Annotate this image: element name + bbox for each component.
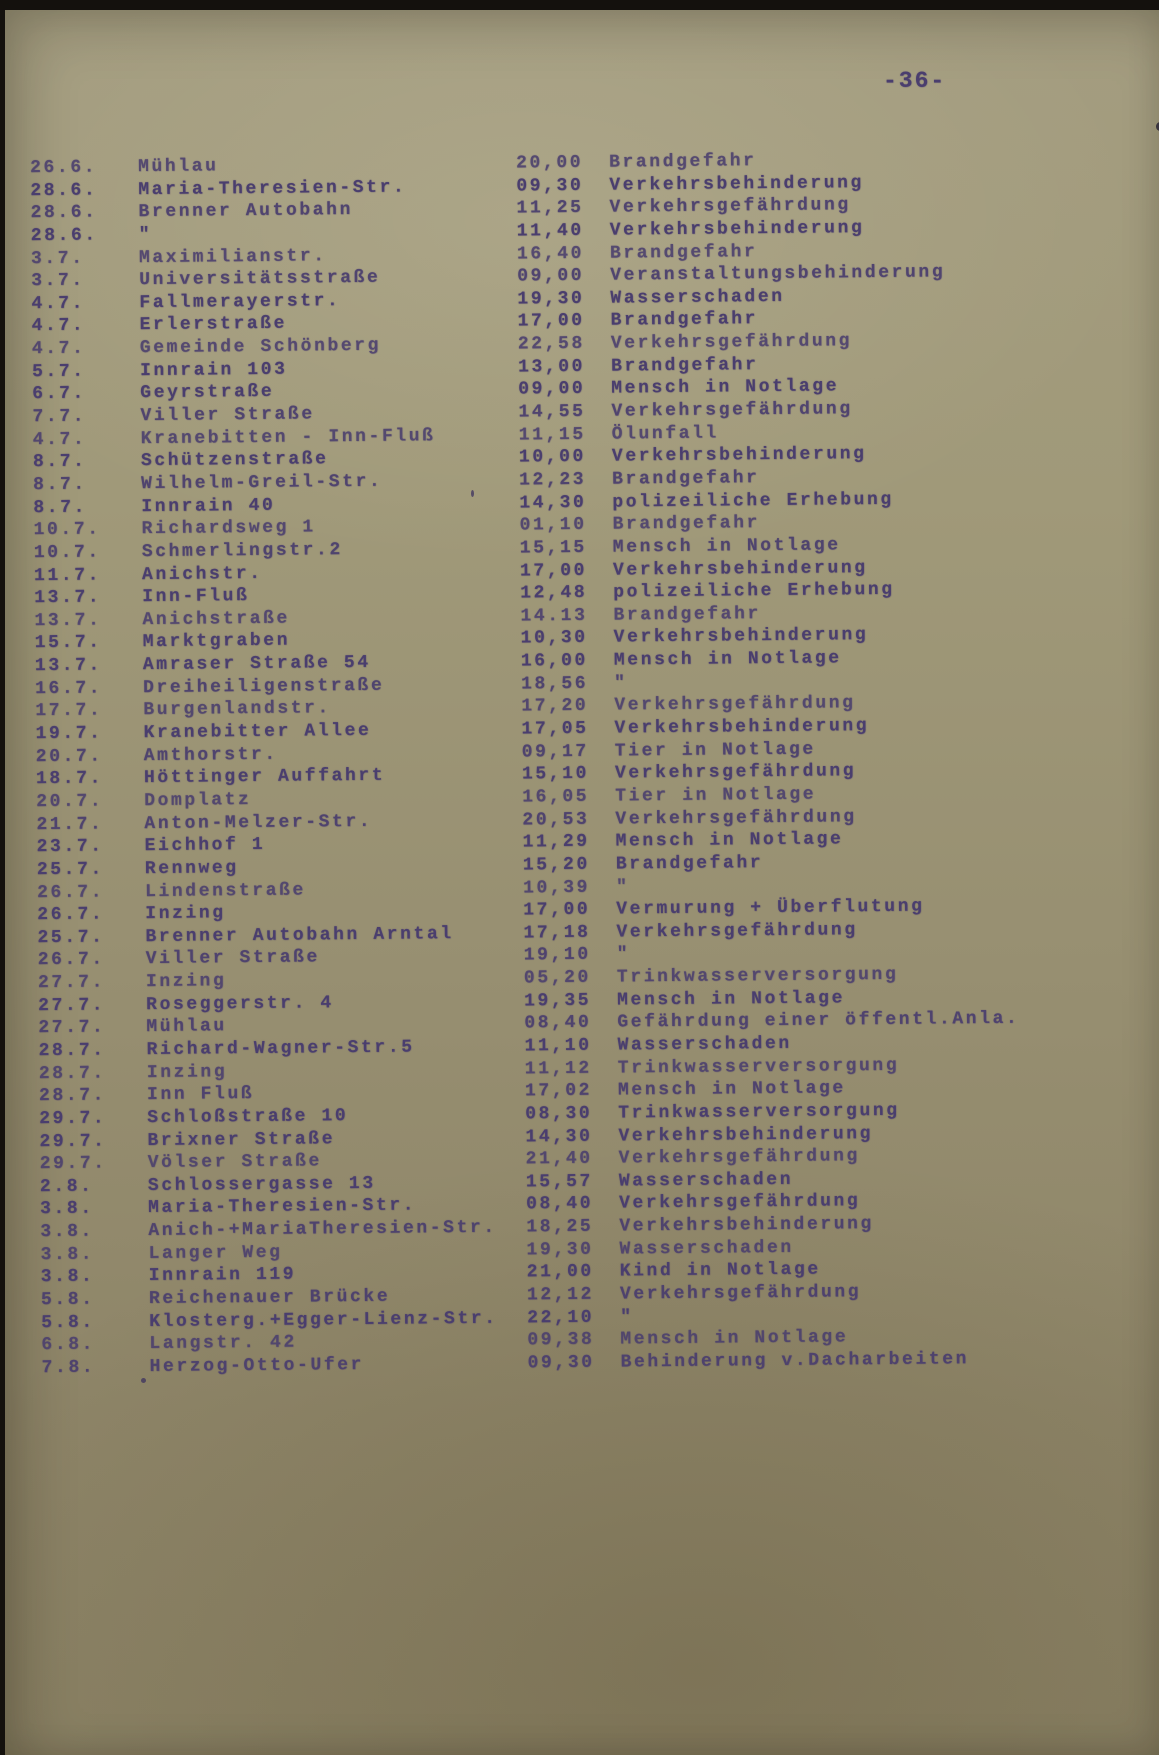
incident-date: 29.7. bbox=[39, 1131, 107, 1152]
incident-location: Erlerstraße bbox=[139, 314, 288, 336]
incident-time: 22,58 bbox=[517, 333, 585, 355]
incident-location: Dreiheiligenstraße bbox=[142, 675, 385, 698]
incident-time: 20,00 bbox=[515, 152, 584, 174]
incident-type: Verkehrsbehinderung bbox=[613, 625, 869, 649]
incident-time: 12,48 bbox=[520, 582, 588, 604]
incident-date: 3.8. bbox=[40, 1244, 95, 1265]
incident-time: 11,29 bbox=[522, 832, 590, 853]
incident-location: Universitätsstraße bbox=[139, 267, 381, 291]
incident-date: 18.7. bbox=[35, 768, 104, 790]
incident-type: Brandgefahr bbox=[613, 603, 761, 626]
incident-date: 26.7. bbox=[37, 949, 105, 971]
incident-time: 17,00 bbox=[519, 560, 588, 581]
incident-location: Domplatz bbox=[144, 789, 252, 812]
incident-location: Brixner Straße bbox=[147, 1128, 336, 1151]
incident-location: Kranebitten - Inn-Fluß bbox=[140, 425, 436, 449]
incident-time: 21,40 bbox=[525, 1148, 593, 1170]
incident-date: 4.7. bbox=[31, 338, 86, 360]
incident-type: Verkehrsgefährdung bbox=[618, 1191, 861, 1215]
incident-type: Mensch in Notlage bbox=[615, 829, 844, 852]
incident-location: Fallmerayerstr. bbox=[139, 291, 341, 313]
incident-date: 8.7. bbox=[33, 497, 88, 518]
incident-time: 09,00 bbox=[518, 379, 586, 400]
incident-type: Verkehrsgefährdung bbox=[611, 399, 853, 422]
incident-time: 19,30 bbox=[517, 288, 585, 310]
incident-type: polizeiliche Erhebung bbox=[613, 580, 895, 603]
incident-type: polizeiliche Erhebung bbox=[612, 489, 894, 513]
incident-type: " bbox=[616, 944, 631, 965]
incident-location: Anich-+MariaTheresien-Str. bbox=[148, 1217, 497, 1242]
incident-location: Innrain 119 bbox=[148, 1265, 297, 1287]
incident-time: 10,39 bbox=[522, 877, 591, 898]
incident-date: 28.7. bbox=[38, 1040, 106, 1062]
incident-time: 15,15 bbox=[519, 537, 587, 559]
incident-location: Herzog-Otto-Ufer bbox=[149, 1354, 365, 1378]
incident-time: 05,20 bbox=[523, 967, 592, 989]
incident-type: Verkehrsgefährdung bbox=[615, 806, 857, 830]
incident-time: 14,55 bbox=[518, 401, 586, 423]
incident-time: 11,12 bbox=[524, 1058, 592, 1080]
incident-date: 7.8. bbox=[41, 1357, 96, 1379]
incident-time: 08,40 bbox=[525, 1194, 594, 1215]
incident-type: Tier in Notlage bbox=[615, 784, 817, 807]
incident-date: 3.8. bbox=[40, 1221, 95, 1243]
incident-location: " bbox=[138, 224, 153, 246]
incident-location: Inzing bbox=[146, 1061, 228, 1083]
incident-location: Innrain 40 bbox=[141, 495, 276, 517]
incident-table bbox=[5, 148, 1117, 1381]
incident-type: Wasserschaden bbox=[618, 1169, 794, 1192]
incident-location: Viller Straße bbox=[145, 947, 321, 970]
incident-date: 13.7. bbox=[34, 587, 102, 609]
incident-date: 8.7. bbox=[32, 451, 87, 473]
incident-type: Mensch in Notlage bbox=[611, 376, 840, 399]
incident-time: 12,12 bbox=[526, 1284, 595, 1306]
incident-time: 14,30 bbox=[525, 1126, 593, 1147]
incident-location: Schmerlingstr.2 bbox=[141, 540, 343, 562]
incident-type: Wasserschaden bbox=[617, 1033, 792, 1056]
incident-time: 20,53 bbox=[522, 809, 590, 831]
incident-type: Trinkwasserversorgung bbox=[616, 964, 899, 988]
incident-date: 3.7. bbox=[30, 248, 85, 269]
incident-type: Verkehrsgefährdung bbox=[618, 1146, 860, 1169]
incident-time: 16,05 bbox=[522, 786, 590, 808]
incident-location: Gemeinde Schönberg bbox=[139, 335, 382, 359]
incident-time: 15,57 bbox=[525, 1171, 593, 1193]
incident-time: 17,00 bbox=[517, 311, 585, 332]
incident-location: Viller Straße bbox=[140, 404, 315, 427]
incident-type: Trinkwasserversorgung bbox=[617, 1055, 900, 1079]
incident-date: 3.8. bbox=[40, 1266, 95, 1288]
incident-date: 28.6. bbox=[30, 202, 98, 224]
incident-date: 17.7. bbox=[35, 700, 103, 722]
incident-location: Marktgraben bbox=[142, 631, 291, 653]
incident-location: Anton-Melzer-Str. bbox=[144, 811, 373, 834]
incident-type: Veranstaltungsbehinderung bbox=[610, 262, 946, 286]
incident-location: Rennweg bbox=[144, 858, 239, 879]
incident-type: Brandgefahr bbox=[609, 241, 758, 264]
incident-location: Anichstraße bbox=[142, 608, 290, 630]
incident-time: 14.13 bbox=[520, 605, 588, 627]
incident-time: 17,18 bbox=[523, 922, 591, 944]
incident-time: 19,10 bbox=[523, 945, 591, 966]
incident-type: Kind in Notlage bbox=[619, 1259, 821, 1282]
ink-speck bbox=[471, 490, 474, 497]
incident-location: Geyrstraße bbox=[140, 382, 275, 404]
incident-location: Brenner Autobahn bbox=[138, 200, 354, 223]
incident-type: " bbox=[620, 1307, 634, 1328]
incident-location: Inzing bbox=[145, 971, 227, 993]
incident-time: 09,30 bbox=[516, 175, 584, 197]
incident-date: 23.7. bbox=[36, 836, 104, 858]
incident-date: 26.7. bbox=[37, 904, 105, 926]
incident-time: 12,23 bbox=[519, 469, 587, 491]
page-number: -36- bbox=[883, 68, 947, 94]
incident-date: 15.7. bbox=[34, 632, 102, 654]
incident-location: Schlossergasse 13 bbox=[147, 1173, 376, 1196]
incident-time: 18,56 bbox=[520, 673, 589, 695]
incident-location: Burgenlandstr. bbox=[143, 698, 332, 721]
incident-time: 11,10 bbox=[524, 1035, 592, 1057]
incident-location: Wilhelm-Greil-Str. bbox=[141, 471, 383, 495]
incident-location: Innrain 103 bbox=[139, 359, 288, 381]
incident-time: 11,15 bbox=[518, 424, 586, 446]
incident-type: Verkehrsgefährdung bbox=[619, 1282, 862, 1305]
incident-time: 15,10 bbox=[521, 764, 590, 785]
incident-type: Mensch in Notlage bbox=[617, 1078, 846, 1101]
incident-type: Wasserschaden bbox=[619, 1237, 794, 1260]
incident-location: Langstr. 42 bbox=[149, 1332, 297, 1355]
incident-date: 27.7. bbox=[37, 972, 106, 994]
incident-time: 09,17 bbox=[521, 741, 589, 763]
incident-type: Mensch in Notlage bbox=[612, 535, 841, 558]
incident-time: 10,00 bbox=[518, 447, 587, 468]
incident-type: Tier in Notlage bbox=[614, 739, 816, 762]
incident-date: 28.6. bbox=[30, 180, 98, 201]
incident-date: 4.7. bbox=[31, 316, 86, 337]
incident-type: Mensch in Notlage bbox=[613, 648, 842, 671]
incident-date: 6.8. bbox=[41, 1334, 96, 1356]
incident-time: 16,40 bbox=[516, 243, 585, 265]
incident-location: Brenner Autobahn Arntal bbox=[145, 923, 454, 947]
incident-date: 3.7. bbox=[31, 270, 85, 292]
incident-location: Inn-Fluß bbox=[142, 586, 250, 608]
incident-date: 26.7. bbox=[36, 881, 105, 903]
incident-type: Wasserschaden bbox=[610, 286, 785, 309]
incident-time: 10,30 bbox=[520, 628, 588, 649]
incident-date: 27.7. bbox=[38, 1017, 106, 1039]
incident-time: 17,00 bbox=[523, 899, 591, 921]
incident-location: Maria-Theresien-Str. bbox=[138, 177, 407, 200]
incident-location: Maximilianstr. bbox=[138, 245, 327, 268]
incident-location: Völser Straße bbox=[147, 1151, 322, 1174]
incident-time: 08,30 bbox=[525, 1103, 593, 1125]
incident-time: 08,40 bbox=[524, 1013, 592, 1034]
incident-date: 27.7. bbox=[38, 995, 106, 1016]
incident-time: 11,25 bbox=[516, 198, 584, 219]
incident-date: 10.7. bbox=[33, 519, 101, 541]
incident-location: Amraser Straße 54 bbox=[142, 652, 371, 676]
incident-date: 16.7. bbox=[34, 678, 103, 699]
incident-date: 10.7. bbox=[33, 542, 101, 564]
incident-location: Amthorstr. bbox=[143, 744, 278, 766]
incident-date: 6.7. bbox=[32, 384, 86, 405]
incident-type: Verkehrsgefährdung bbox=[614, 693, 856, 716]
incident-time: 09,30 bbox=[527, 1352, 595, 1374]
incident-time: 11,40 bbox=[516, 220, 584, 242]
incident-location: Inzing bbox=[145, 903, 226, 925]
incident-location: Höttinger Auffahrt bbox=[143, 766, 386, 789]
incident-time: 14,30 bbox=[519, 492, 587, 514]
incident-type: Ölunfall bbox=[611, 423, 719, 445]
incident-date: 26.6. bbox=[30, 157, 98, 179]
incident-location: Inn Fluß bbox=[146, 1084, 255, 1106]
incident-date: 7.7. bbox=[32, 406, 87, 428]
ink-speck bbox=[141, 1378, 146, 1383]
incident-date: 11.7. bbox=[33, 565, 102, 586]
incident-date: 3.8. bbox=[39, 1199, 94, 1220]
incident-date: 20.7. bbox=[35, 746, 103, 767]
incident-location: Roseggerstr. 4 bbox=[146, 992, 334, 1015]
incident-location: Mühlau bbox=[137, 156, 219, 178]
incident-location: Langer Weg bbox=[148, 1242, 283, 1264]
incident-date: 28.6. bbox=[30, 225, 98, 247]
incident-date: 25.7. bbox=[36, 859, 104, 880]
incident-time: 17,02 bbox=[524, 1081, 593, 1102]
incident-date: 13.7. bbox=[34, 610, 102, 631]
incident-type: Gefährdung einer öffentl.Anla. bbox=[617, 1009, 1020, 1033]
incident-date: 2.8. bbox=[39, 1176, 94, 1197]
incident-type: " bbox=[615, 876, 630, 898]
incident-location: Richardsweg 1 bbox=[141, 517, 316, 540]
incident-type: Verkehrsbehinderung bbox=[618, 1123, 874, 1147]
incident-date: 4.7. bbox=[32, 429, 87, 450]
incident-type: Verkehrsgefährdung bbox=[614, 761, 857, 784]
incident-date: 13.7. bbox=[34, 655, 102, 677]
incident-location: Maria-Theresien-Str. bbox=[147, 1195, 417, 1219]
incident-time: 22,10 bbox=[527, 1307, 595, 1329]
incident-type: Verkehrsbehinderung bbox=[619, 1214, 875, 1237]
incident-date: 5.8. bbox=[40, 1289, 95, 1311]
incident-type: Verkehrsgefährdung bbox=[609, 195, 851, 218]
incident-time: 19,35 bbox=[524, 990, 592, 1012]
incident-time: 13,00 bbox=[517, 356, 586, 378]
incident-date: 19.7. bbox=[35, 723, 103, 745]
incident-location: Klosterg.+Egger-Lienz-Str. bbox=[149, 1308, 498, 1332]
incident-type: Verkehrsgefährdung bbox=[616, 920, 858, 943]
incident-type: " bbox=[613, 673, 628, 694]
incident-date: 28.7. bbox=[38, 1063, 106, 1084]
incident-date: 25.7. bbox=[37, 927, 105, 948]
incident-type: Verkehrsbehinderung bbox=[611, 444, 867, 467]
incident-type: Trinkwasserversorgung bbox=[618, 1100, 900, 1124]
incident-time: 21,00 bbox=[526, 1262, 594, 1283]
incident-type: Verkehrsgefährdung bbox=[610, 331, 853, 354]
incident-type: Vermurung + Überflutung bbox=[616, 896, 925, 920]
incident-type: Brandgefahr bbox=[612, 513, 761, 535]
incident-type: Mensch in Notlage bbox=[617, 988, 846, 1011]
incident-time: 18,25 bbox=[526, 1216, 594, 1238]
incident-time: 09,00 bbox=[517, 266, 585, 287]
incident-type: Brandgefahr bbox=[610, 354, 759, 377]
incident-time: 15,20 bbox=[522, 854, 590, 876]
incident-type: Verkehrsbehinderung bbox=[614, 716, 870, 739]
incident-date: 29.7. bbox=[39, 1153, 107, 1175]
paper-sheet bbox=[5, 10, 1159, 1755]
incident-location: Schützenstraße bbox=[140, 449, 329, 472]
incident-date: 4.7. bbox=[31, 293, 86, 314]
incident-date: 21.7. bbox=[36, 814, 104, 835]
incident-type: Verkehrsbehinderung bbox=[612, 557, 868, 581]
incident-location: Schloßstraße 10 bbox=[147, 1106, 349, 1128]
incident-location: Eichhof 1 bbox=[144, 835, 266, 857]
incident-date: 20.7. bbox=[36, 791, 104, 813]
incident-time: 19,30 bbox=[526, 1239, 594, 1261]
incident-date: 5.8. bbox=[41, 1312, 95, 1333]
incident-location: Richard-Wagner-Str.5 bbox=[146, 1037, 415, 1061]
incident-type: Brandgefahr bbox=[612, 468, 760, 490]
incident-type: Brandgefahr bbox=[615, 852, 764, 875]
incident-location: Kranebitter Allee bbox=[143, 720, 372, 744]
incident-location: Anichstr. bbox=[141, 563, 263, 585]
incident-date: 29.7. bbox=[39, 1108, 107, 1130]
incident-time: 16,00 bbox=[520, 650, 588, 672]
incident-type: Verkehrsbehinderung bbox=[609, 218, 865, 241]
incident-type: Brandgefahr bbox=[610, 309, 759, 332]
incident-date: 5.7. bbox=[31, 361, 86, 382]
incident-time: 17,05 bbox=[521, 718, 589, 740]
incident-location: Mühlau bbox=[146, 1016, 227, 1038]
incident-time: 09,38 bbox=[527, 1330, 595, 1351]
incident-time: 01,10 bbox=[519, 515, 587, 536]
incident-location: Reichenauer Brücke bbox=[148, 1286, 391, 1310]
incident-date: 28.7. bbox=[38, 1085, 107, 1107]
incident-type: Brandgefahr bbox=[608, 151, 757, 173]
incident-location: Lindenstraße bbox=[144, 880, 306, 902]
incident-type: Behinderung v.Dacharbeiten bbox=[620, 1349, 970, 1373]
incident-type: Verkehrsbehinderung bbox=[609, 172, 865, 196]
incident-time: 17,20 bbox=[521, 696, 589, 717]
incident-type: Mensch in Notlage bbox=[620, 1327, 849, 1350]
incident-date: 8.7. bbox=[33, 474, 87, 496]
